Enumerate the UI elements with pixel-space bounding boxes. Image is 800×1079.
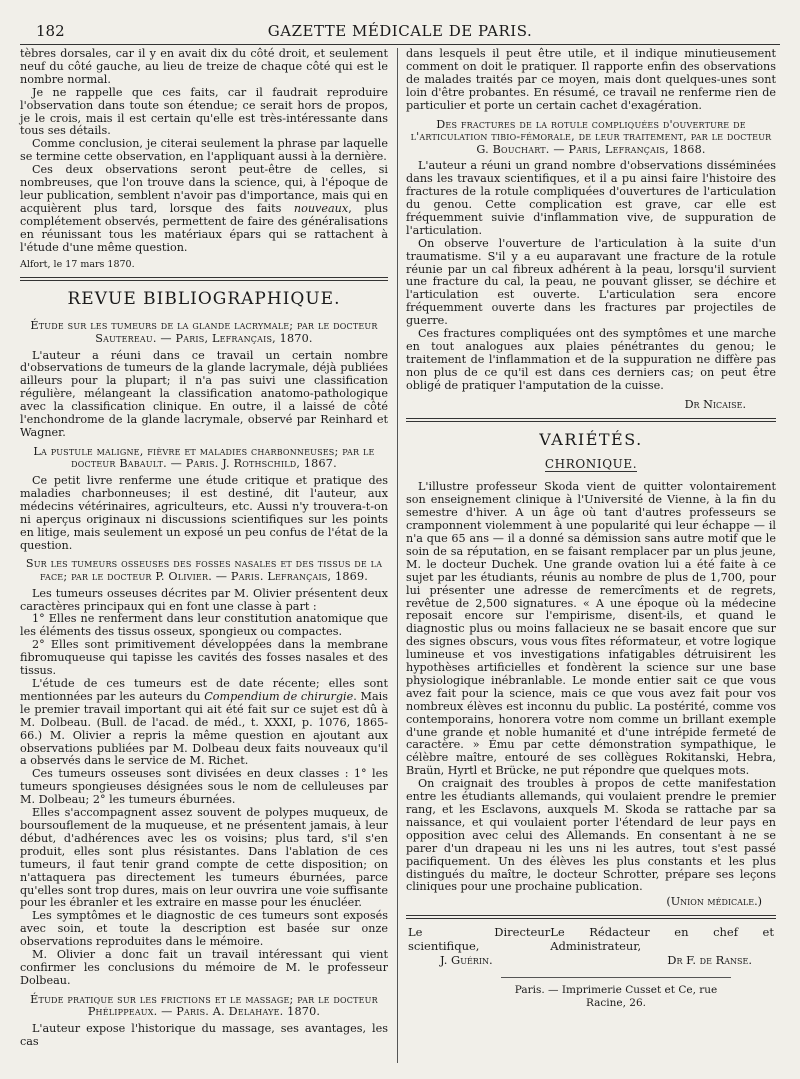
section-rule: [406, 418, 776, 422]
paragraph: On observe l'ouverture de l'articulation à la suite d'un traumatisme. S'il y a eu auparavant une fracture de la rotule réunie par un cal fibreux adhérent à la peau, lorsqu'il survient une fracture du cal, la peau, ne pouvant glisser, se déchire et l'articulation est ouverte. L'articulation sera encore fréquemment ouverte dans les fractures par projectiles de guerre.: [406, 236, 776, 328]
section-title: REVUE BIBLIOGRAPHIQUE.: [67, 289, 341, 310]
citation-text: Sur les tumeurs osseuses des fosses nasales et des tissus de la face; par le docteur P. Olivier. — Paris. Lefrançais, 1869.: [25, 557, 383, 584]
citation-text: Des fractures de la rotule compliquées d'ouverture de l'articulation tibio-fémorale, de leur traitement, par le docteur G. Bouchart. — Paris, Lefrançais, 1868.: [410, 117, 772, 156]
paragraph: L'auteur a réuni un grand nombre d'observations disséminées dans les travaux scientifiques, et il a pu ainsi faire l'histoire des fractures de la rotule compliquées d'ouvertures de l'articulation du genou. Cette complication est grave, car elle est fréquemment suivie d'inflammation vive, de suppuration de l'articulation.: [406, 159, 776, 237]
paragraph: Ces tumeurs osseuses sont divisées en deux classes : 1° les tumeurs spongieuses désignées sous le nom de celluleuses par M. Dolbeau; 2° les tumeurs éburnées.: [20, 767, 388, 807]
paragraph: tèbres dorsales, car il y en avait dix du côté droit, et seulement neuf du côté gauche, au lieu de treize de chaque côté qui est le nombre normal.: [20, 47, 388, 86]
section-title: VARIÉTÉS.: [539, 429, 643, 449]
book-citation: [20, 994, 388, 1019]
masthead-footer: [406, 915, 776, 1010]
editor-names: [406, 953, 776, 967]
director-name: J. Guérin.: [440, 953, 493, 968]
paragraph: M. Olivier a donc fait un travail intéressant qui vient confirmer les conclusions du mémoire de M. le professeur Dolbeau.: [20, 948, 388, 987]
editor-labels: [406, 925, 776, 953]
source-credit: (Union médicale.): [666, 895, 762, 909]
citation-text: La pustule maligne, fièvre et maladies charbonneuses; par le docteur Babault. — Paris. J. Rothschild, 1867.: [33, 444, 375, 471]
paragraph: L'auteur expose l'historique du massage, ses avantages, les cas: [20, 1021, 388, 1048]
text: L'étude de ces tumeurs est de date récente; elles sont mentionnées par les auteurs du: [20, 677, 388, 703]
paragraph: L'illustre professeur Skoda vient de quitter volontairement son enseignement clinique à l'Université de Vienne, à la fin du semestre d'hiver. A un âge où tant d'autres professeurs se cramponnent violemment à une popularité qui leur échappe — il n'a que 65 ans — il a donné sa démission sans autre motif que le soin de sa réputation, en se faisant remplacer par un plus jeune, M. le docteur Duchek. Une grande ovation lui a été faite à ce sujet par les étudiants, réunis au nombre de plus de 1,700, pour lui présenter une adresse de remercîments et de regrets, revêtue de 2,500 signatures. « A une époque où la médecine reposait encore sur l'empirisme, disent-ils, et quand le diagnostic plus ou moins fallacieux ne se basait encore que sur des signes obscurs, vous vous fîtes réformateur, et votre logique lumineuse et vos investigations infatigables détruisirent les hypothèses artificielles et fondèrent la science sur une base physiologique inébranlable. Le monde entier sait ce que vous avez fait pour la science, mais ce que vous avez fait pour vos nombreux élèves est inconnu du public. La postérité, comme vos contemporains, honorera votre nom comme un brillant exemple d'une grande et noble humanité et d'une intrépide fermeté de caractère. » Ému par cette démonstration sympathique, le célèbre maître, entouré de ses collègues Rokitanski, Hebra, Braün, Hyrtl et Brücke, ne put répondre que quelques mots.: [406, 480, 776, 778]
subsection-text: CHRONIQUE.: [544, 457, 638, 472]
paragraph: Les symptômes et le diagnostic de ces tumeurs sont exposés avec soin, et toute la description est basée sur onze observations reproduites dans le mémoire.: [20, 909, 388, 949]
text: Ces deux observations seront peut-être de celles, si nombreuses, que l'on trouve dans la science, qui, à l'époque de leur publication, semblent n'avoir pas d'importance, mais qui en acquièrent plus tard, lorsque des faits: [20, 163, 388, 215]
printer-line: Paris. — Imprimerie Cusset et Ce, rue Racine, 26.: [501, 977, 731, 1010]
journal-title: GAZETTE MÉDICALE DE PARIS.: [267, 22, 533, 40]
director-label: Le Directeur scientifique,: [408, 925, 551, 954]
emphasis: nouveaux: [293, 201, 349, 215]
section-rule: [20, 277, 388, 281]
paragraph: Ce petit livre renferme une étude critique et pratique des maladies charbonneuses; il est destiné, dit l'auteur, aux médecins vétérinaires, agriculteurs, etc. Aussi n'y trouvera-t-on ni aperçus originaux ni discussions scientifiques sur les points en litige, mais seulement un exposé un peu confus de l'état de la question.: [20, 474, 388, 552]
paragraph: Comme conclusion, je citerai seulement la phrase par laquelle se termine cette observation, en l'appliquant aussi à la dernière.: [20, 137, 388, 164]
footer-rule: [406, 915, 776, 919]
paragraph: L'auteur a réuni dans ce travail un certain nombre d'observations de tumeurs de la glande lacrymale, déjà publiées ailleurs pour la plupart; il n'a pas suivi une classification régulière, mélangeant la classification anatomo-pathologique avec la classification clinique. En outre, il a laissé de côté l'enchondrome de la glande lacrymale, observé par Reinhard et Wagner.: [20, 348, 388, 439]
book-citation: [406, 119, 776, 157]
paragraph: dans lesquels il peut être utile, et il indique minutieusement comment on doit le pratiquer. Il rapporte enfin des observations de malades traités par ce moyen, mais dont quelques-unes sont loin d'être probantes. En résumé, ce travail ne renferme rien de particulier et porte un certain cachet d'exagération.: [406, 47, 776, 112]
citation-text: Étude pratique sur les frictions et le massage; par le docteur Phélippeaux. — Paris. A. Delahaye. 1870.: [30, 992, 378, 1019]
paragraph: Je ne rappelle que ces faits, car il faudrait reproduire l'observation dans toute son étendue; ce serait hors de propos, je le crois, mais il est certain qu'elle est très-intéressante dans tous ses détails.: [20, 85, 388, 138]
paragraph: Elles s'accompagnent assez souvent de polypes muqueux, de boursouflement de la muqueuse, et ne présentent jamais, à leur début, d'adhérences avec les os voisins; plus tard, s'il s'en produit, elles sont plus résistantes. Dans l'ablation de ces tumeurs, il faut tenir grand compte de cette disposition; on n'attaquera pas directement les tumeurs éburnées, parce qu'elles sont trop dures, mais on leur ouvrira une voie suffisante pour les ébranler et les extraire en masse pour les énucléer.: [20, 806, 388, 910]
paragraph: [20, 678, 388, 768]
right-column: [406, 48, 776, 1010]
book-citation: [20, 558, 388, 583]
paragraph: Ces fractures compliquées ont des symptômes et une marche en tout analogues aux plaies pénétrantes du genou; le traitement de l'inflammation et de la suppuration ne diffère pas non plus de ce qu'il est dans ces derniers cas; on peut être obligé de pratiquer l'amputation de la cuisse.: [406, 327, 776, 392]
page-header: [20, 22, 780, 45]
book-citation: [20, 320, 388, 345]
left-column: [20, 48, 388, 1049]
text: , plus complétement observés, permettent de faire des généralisations en réunissant tous les matériaux épars qui se rattachent à l'étude d'une même question.: [20, 201, 388, 254]
page-number: 182: [36, 22, 65, 40]
paragraph: Les tumeurs osseuses décrites par M. Olivier présentent deux caractères principaux qui en font une classe à part :: [20, 586, 388, 613]
emphasis: Compendium de chirurgie: [204, 689, 354, 703]
citation-text: Étude sur les tumeurs de la glande lacrymale; par le docteur Sautereau. — Paris, Lefrançais, 1870.: [30, 319, 378, 345]
author-signature: Dr Nicaise.: [684, 397, 746, 411]
column-divider: [397, 48, 398, 1063]
article-date: Alfort, le 17 mars 1870.: [20, 258, 135, 270]
text: . Mais le premier travail important qui ait été fait sur ce sujet est dû à M. Dolbeau. (Bull. de l'acad. de méd., t. XXXI, p. 1076, 1865-66.) M. Olivier a repris la même question en ajoutant aux observations publiées par M. Dolbeau deux faits nouveaux qu'il a observés dans le service de M. Richet.: [20, 689, 389, 768]
editor-name: Dr F. de Ranse.: [667, 953, 752, 968]
book-citation: [20, 446, 388, 471]
editor-label: Le Rédacteur en chef et Administrateur,: [550, 925, 774, 954]
paragraph: 1° Elles ne renferment dans leur constitution anatomique que les éléments des tissus osseux, spongieux ou compactes.: [20, 612, 388, 639]
paragraph: On craignait des troubles à propos de cette manifestation entre les étudiants allemands, qui voulaient prendre le premier rang, et les Esclavons, auxquels M. Skoda se rattache par sa naissance, et qui voulaient porter l'étendard de leur pays en opposition avec celui des Allemands. En consentant à ne se parer d'un drapeau ni les uns ni les autres, tout s'est passé pacifiquement. Un des élèves les plus constants et les plus distingués du maître, le docteur Schrotter, prépare ses leçons cliniques pour une prochaine publication.: [406, 777, 776, 894]
subsection-title: [406, 458, 776, 471]
paragraph: 2° Elles sont primitivement développées dans la membrane fibromuqueuse qui tapisse les cavités des fosses nasales et des tissus.: [20, 638, 388, 678]
paragraph: [20, 164, 388, 254]
